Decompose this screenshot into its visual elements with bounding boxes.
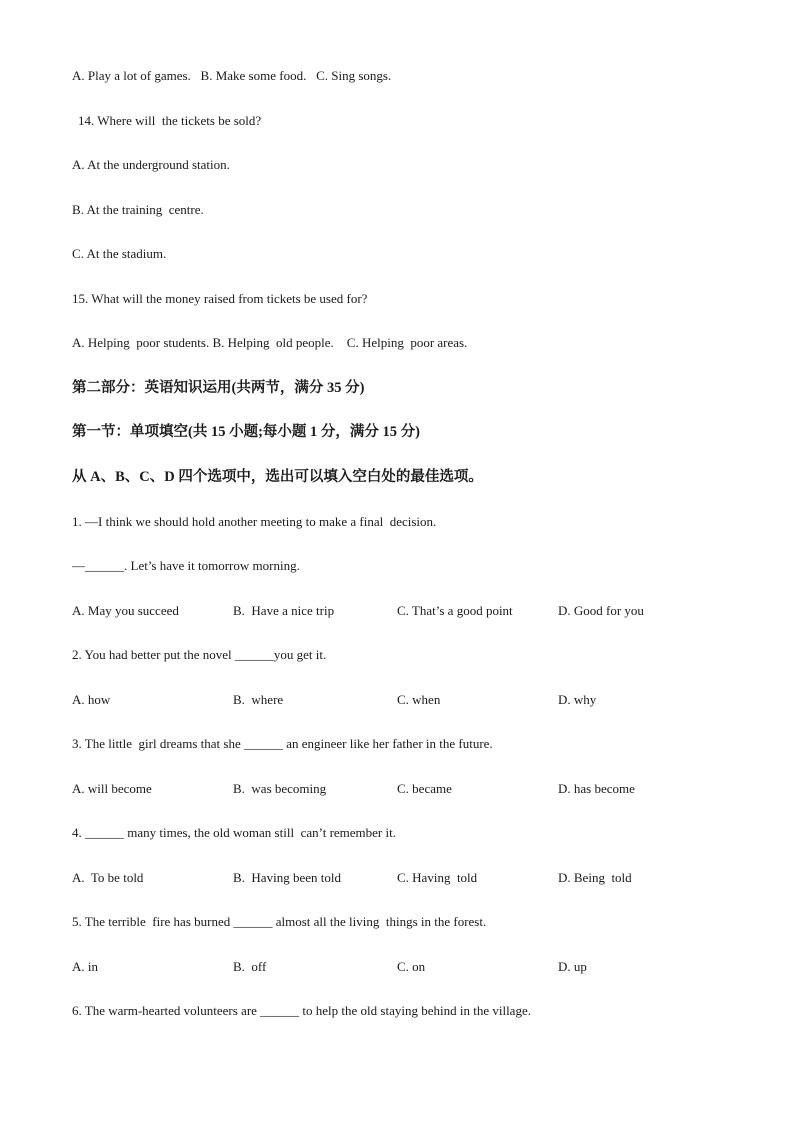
section-heading-part1: 第一节：单项填空(共 15 小题;每小题 1 分，满分 15 分) — [72, 424, 420, 440]
q2-option-a: A. how — [72, 692, 111, 707]
q3-option-b: B. was becoming — [233, 781, 327, 796]
q3-option-c: C. became — [397, 781, 452, 796]
q14-option-b: B. At the training centre. — [72, 202, 204, 217]
q1-option-b: B. Have a nice trip — [233, 603, 335, 618]
q2-option-c: C. when — [397, 692, 441, 707]
q4-option-d: D. Being told — [558, 870, 632, 885]
question-6: 6. The warm-hearted volunteers are ______ to help the old staying behind in the village. — [72, 1003, 531, 1018]
q5-option-b: B. off — [233, 959, 267, 974]
q14-option-a: A. At the underground station. — [72, 157, 230, 172]
section-heading-part2: 第二部分：英语知识运用(共两节，满分 35 分) — [72, 380, 365, 396]
question-14: 14. Where will the tickets be sold? — [78, 113, 262, 128]
q5-option-c: C. on — [397, 959, 426, 974]
q1-option-c: C. That’s a good point — [397, 603, 513, 618]
question-2: 2. You had better put the novel ______you get it. — [72, 647, 327, 662]
q14-option-c: C. At the stadium. — [72, 246, 167, 261]
q4-option-b: B. Having been told — [233, 870, 341, 885]
question-1: 1. —I think we should hold another meeting to make a final decision. — [72, 514, 437, 529]
q4-option-c: C. Having told — [397, 870, 478, 885]
instructions: 从 A、B、C、D 四个选项中，选出可以填入空白处的最佳选项。 — [72, 469, 483, 485]
question-15: 15. What will the money raised from tickets be used for? — [72, 291, 368, 306]
q3-option-d: D. has become — [558, 781, 635, 796]
q5-option-a: A. in — [72, 959, 98, 974]
question-4: 4. ______ many times, the old woman still can’t remember it. — [72, 825, 396, 840]
q1-option-a: A. May you succeed — [72, 603, 179, 618]
q4-option-a: A. To be told — [72, 870, 144, 885]
prev-options-13: A. Play a lot of games. B. Make some food. C. Sing songs. — [72, 68, 392, 83]
q5-option-d: D. up — [558, 959, 587, 974]
question-5: 5. The terrible fire has burned ______ almost all the living things in the forest. — [72, 914, 487, 929]
q2-option-b: B. where — [233, 692, 284, 707]
q15-options: A. Helping poor students. B. Helping old people. C. Helping poor areas. — [72, 335, 468, 350]
question-1-reply: —______. Let’s have it tomorrow morning. — [72, 558, 300, 573]
question-3: 3. The little girl dreams that she ______ an engineer like her father in the future. — [72, 736, 493, 751]
q1-option-d: D. Good for you — [558, 603, 644, 618]
q3-option-a: A. will become — [72, 781, 152, 796]
q2-option-d: D. why — [558, 692, 597, 707]
